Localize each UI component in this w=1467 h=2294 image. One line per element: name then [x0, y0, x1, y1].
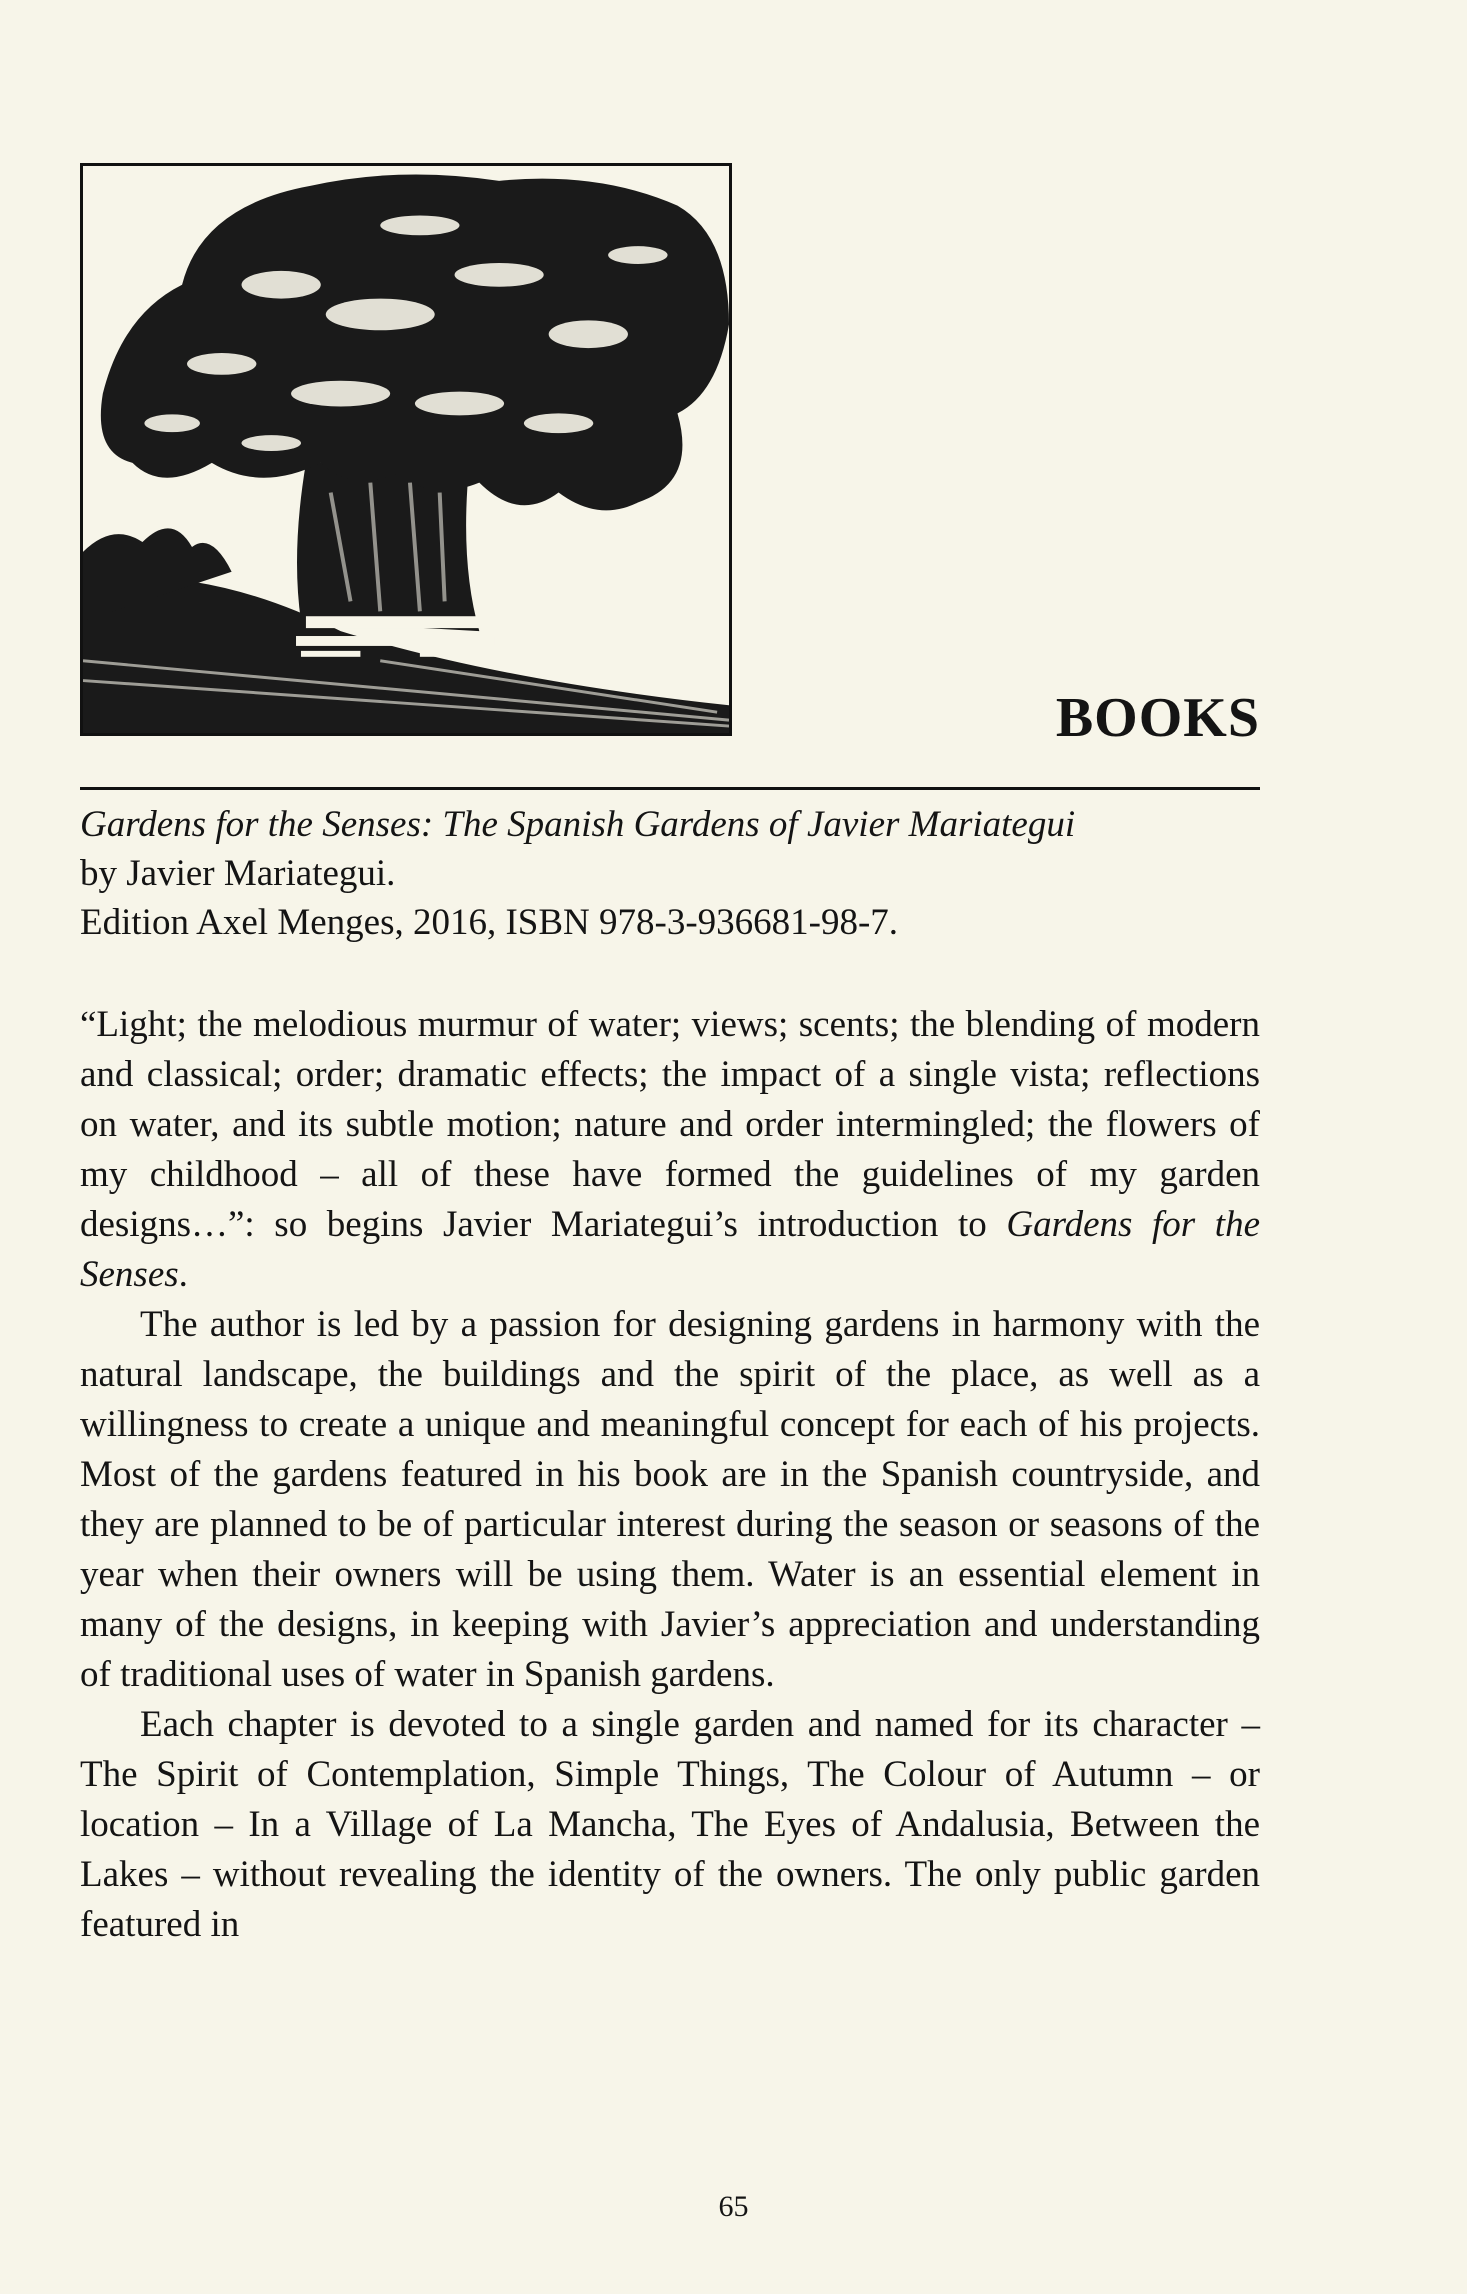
book-title-inline: Gardens for the Senses	[80, 1204, 1260, 1295]
page-number: 65	[718, 2190, 749, 2223]
review-quote: “Light; the melodious murmur of water; views; scents; the blending of modern and classical; order; dramatic effects; the impact of a single vista; reflections on water, and its subtle motion; nature and order intermingled; the flowers of my childhood – all of these have formed the guidelines of my garden designs…”: so begins Javier Mariategui’s introduction to	[80, 1004, 1260, 1245]
review-paragraph: The author is led by a passion for designing gardens in harmony with the natural landscape, the buildings and the spirit of the place, as well as a willingness to create a unique and meaningful concept for each of his projects. Most of the gardens featured in his book are in the Spanish countryside, and they are planned to be of particular interest during the season or seasons of the year when their owners will be using them. Water is an essential element in many of the designs, in keeping with Javier’s appreciation and understanding of traditional uses of water in Spanish gardens.	[80, 1304, 1260, 1695]
review-paragraph: Each chapter is devoted to a single garden and named for its character – The Spirit of Contemplation, Simple Things, The Colour of Autumn – or location – In a Village of La Mancha, The Eyes of Andalusia, Between the Lakes – without revealing the identity of the owners. The only public garden featured in	[80, 1704, 1260, 1945]
title-divider	[80, 787, 1260, 790]
tree-woodcut-illustration	[80, 163, 732, 736]
review-quote-end: .	[178, 1254, 188, 1295]
review-body	[80, 1000, 1260, 1950]
section-title: BOOKS	[1055, 687, 1260, 749]
tree-icon	[83, 166, 729, 733]
book-citation	[80, 800, 1280, 947]
review-paragraph	[80, 1000, 1260, 1300]
book-author: by Javier Mariategui.	[80, 853, 396, 894]
book-publication: Edition Axel Menges, 2016, ISBN 978-3-936681-98-7.	[80, 902, 899, 943]
book-title: Gardens for the Senses: The Spanish Gardens of Javier Mariategui	[80, 804, 1076, 845]
